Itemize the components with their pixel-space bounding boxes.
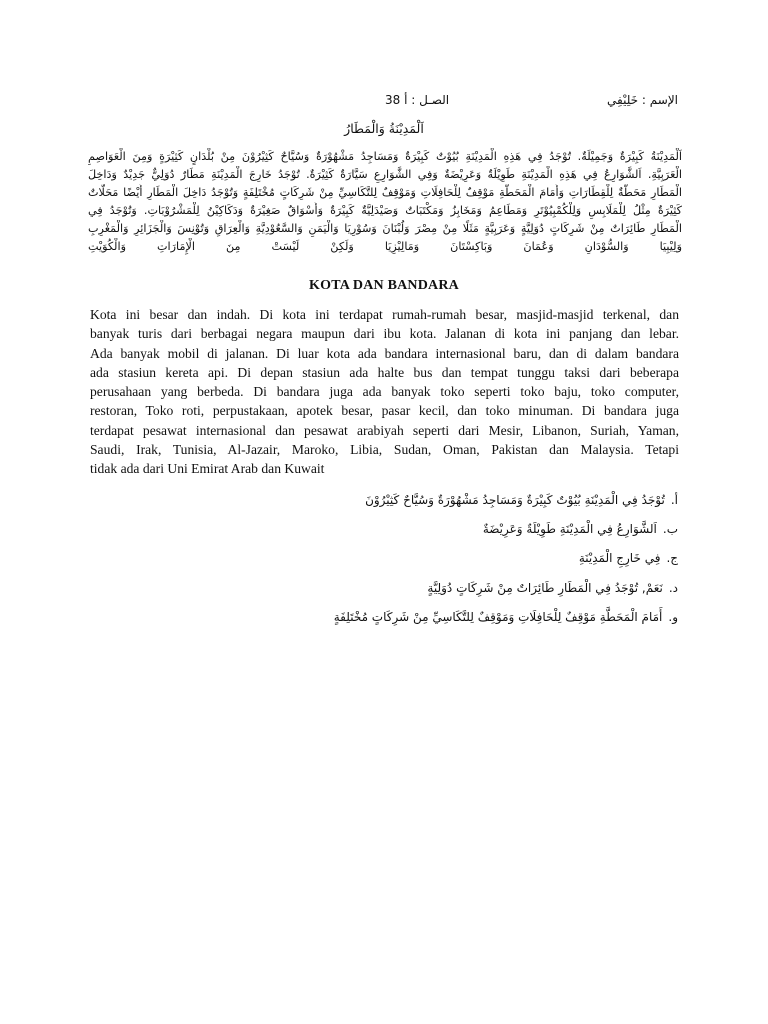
indonesian-paragraph-line: Saudi, Irak, Tunisia, Al-Jazair, Maroko, Libia, Sudan, Oman, Pakistan dan Malaysia. Tetapi (90, 442, 679, 458)
answer-item (78, 544, 678, 573)
answer-label: و. (668, 609, 678, 624)
indonesian-paragraph-line: tidak ada dari Uni Emirat Arab dan Kuwait (90, 461, 325, 477)
answer-item (78, 574, 678, 603)
indonesian-title: KOTA DAN BANDARA (309, 278, 459, 293)
answer-item (78, 515, 678, 544)
answer-text: اَلشَّوَارِعُ فِي الْمَدِيْنَةِ طَوِيْلَةٌ وَعَرِيْضَةٌ (482, 522, 657, 537)
arabic-paragraph-line: اَلْمَدِيْنَةُ كَبِيْرَةٌ وَجَمِيْلَةٌ. تُوْجَدُ فِي هَذِهِ الْمَدِيْنَةِ بُيُوْتٌ كَبِيْرَةٌ وَمَسَاجِدُ مَشْهُوْرَةٌ وَسُيَّاحٌ كَثِيْرُوْنَ مِنْ بُلْدَانٍ كَثِيْرَةٍ وَمِنَ الْعَوَاصِمِ (88, 150, 682, 163)
indonesian-paragraph-line: ada stasiun kereta api. Di depan stasiun ada halte bus dan tempat tunggu taksi dari beberapa (90, 364, 679, 380)
answer-text: فِي خَارِجِ الْمَدِيْنَةِ (578, 551, 661, 566)
indonesian-paragraph-line: banyak turis dari berbagai negara maupun dari ibu kota. Jalanan di kota ini panjang dan lebar. (90, 326, 679, 342)
indonesian-paragraph (90, 305, 679, 479)
arabic-title: اَلْمَدِيْنَةُ وَالْمَطَارُ (344, 121, 424, 136)
answer-label: ب. (662, 522, 678, 537)
student-name-label: الإسم : خَلِيْفِي (607, 93, 678, 107)
arabic-paragraph-line: الْعَرَبِيَّةِ. اَلشَّوَارِعُ فِي هَذِهِ الْمَدِيْنَةِ طَوِيْلَةٌ وَعَرِيْضَةٌ وَفِي الشَّوَارِعِ سَيَّارَةٌ كَثِيْرَةٌ. تُوْجَدُ خَارِجَ الْمَدِيْنَةِ مَطَارٌ دُوَلِيٌّ جَدِيْدٌ وَدَاخِلَ (88, 168, 682, 181)
answer-label: ج. (666, 551, 678, 566)
indonesian-paragraph-line: Kota ini besar dan indah. Di kota ini terdapat rumah-rumah besar, masjid-masjid terkenal, dan (90, 307, 679, 322)
indonesian-paragraph-line: Ada banyak mobil di jalanan. Di luar kota ada bandara internasional baru, dan di dalam bandara (90, 345, 679, 361)
answer-label: أ. (670, 493, 678, 507)
answer-text: تُوْجَدُ فِي الْمَدِيْنَةِ بُيُوْتٌ كَبِيْرَةٌ وَمَسَاجِدُ مَشْهُوْرَةٌ وَسُيَّاحٌ كَثِيْرُوْنَ (365, 493, 665, 507)
indonesian-paragraph-line: restoran, Toko roti, perpustakaan, apotek besar, pasar kecil, dan toko minuman. Di bandara juga (90, 403, 679, 419)
class-label: الصـل : أ 38 (385, 93, 450, 107)
answer-item (78, 603, 678, 632)
answer-list (78, 486, 678, 632)
arabic-paragraph-line: كَثِيْرَةٌ مِثْلُ لِلْمَلَابِسِ وَلِلْكُمْبِيُوْتَرِ وَمَطَاعِمُ وَمَخَابِزُ وَمَكْتَبَاتٌ وَصَيْدَلِيَّةٌ كَبِيْرَةٌ وَأَسْوَاقٌ صَغِيْرَةٌ وَدَكَاكِيْنُ لِلْمَشْرُوْبَاتِ. وَتُوْجَدُ فِي (88, 204, 682, 217)
arabic-paragraph (88, 148, 682, 256)
arabic-paragraph-line: الْمَطَارِ طَائِرَاتٌ مِنْ شَرِكَاتٍ دُوَلِيَّةٍ وَعَرَبِيَّةٍ مَثَلًا مِنْ مِصْرَ وَلُبْنَانَ وَسُوْرِيَا وَالْيَمَنِ وَالسَّعُوْدِيَّةِ وَالْعِرَاقِ وَتُوْنِسَ وَالْجَزَائِرِ وَالْمَغْرِبِ (88, 222, 682, 235)
answer-item (78, 486, 678, 515)
answer-text: نَعَمْ, تُوْجَدُ فِي الْمَطَارِ طَائِرَاتٌ مِنْ شَرِكَاتٍ دُوَلِيَّةٍ (427, 580, 663, 595)
answer-text: أَمَامَ الْمَحَطَّةِ مَوْقِفٌ لِلْحَافِلَاتِ وَمَوْقِفٌ لِلتَّكَاسِيِّ مِنْ شَرِكَاتٍ مُخْتَلِفَةٍ (333, 609, 663, 624)
indonesian-paragraph-line: perusahaan yang berbeda. Di bandara juga ada banyak toko seperti toko baju, toko computer, (90, 384, 679, 400)
indonesian-paragraph-line: terdapat pesawat internasional dan pesawat arabiyah seperti dari Mesir, Libanon, Suriah, Yaman, (90, 422, 679, 438)
answer-label: د. (668, 580, 678, 595)
arabic-paragraph-line: وَلِيْبِيَا وَالسُّوْدَانِ وَعُمَانَ وَبَاكِسْتَانَ وَمَالِيْزِيَا وَلَكِنْ لَيْسَتْ مِنَ الْإِمَارَاتِ وَالْكُوَيْتِ (88, 240, 682, 253)
arabic-paragraph-line: الْمَطَارِ مَحَطَّةٌ لِلْقِطَارَاتِ وَأَمَامَ الْمَحَطَّةِ مَوْقِفٌ لِلْحَافِلَاتِ وَمَوْقِفٌ لِلتَّكَاسِيِّ مِنْ شَرِكَاتٍ مُخْتَلِفَةٍ وَتُوْجَدُ دَاخِلَ الْمَطَارِ أَيْضًا مَحَلَّاتٌ (88, 186, 682, 199)
